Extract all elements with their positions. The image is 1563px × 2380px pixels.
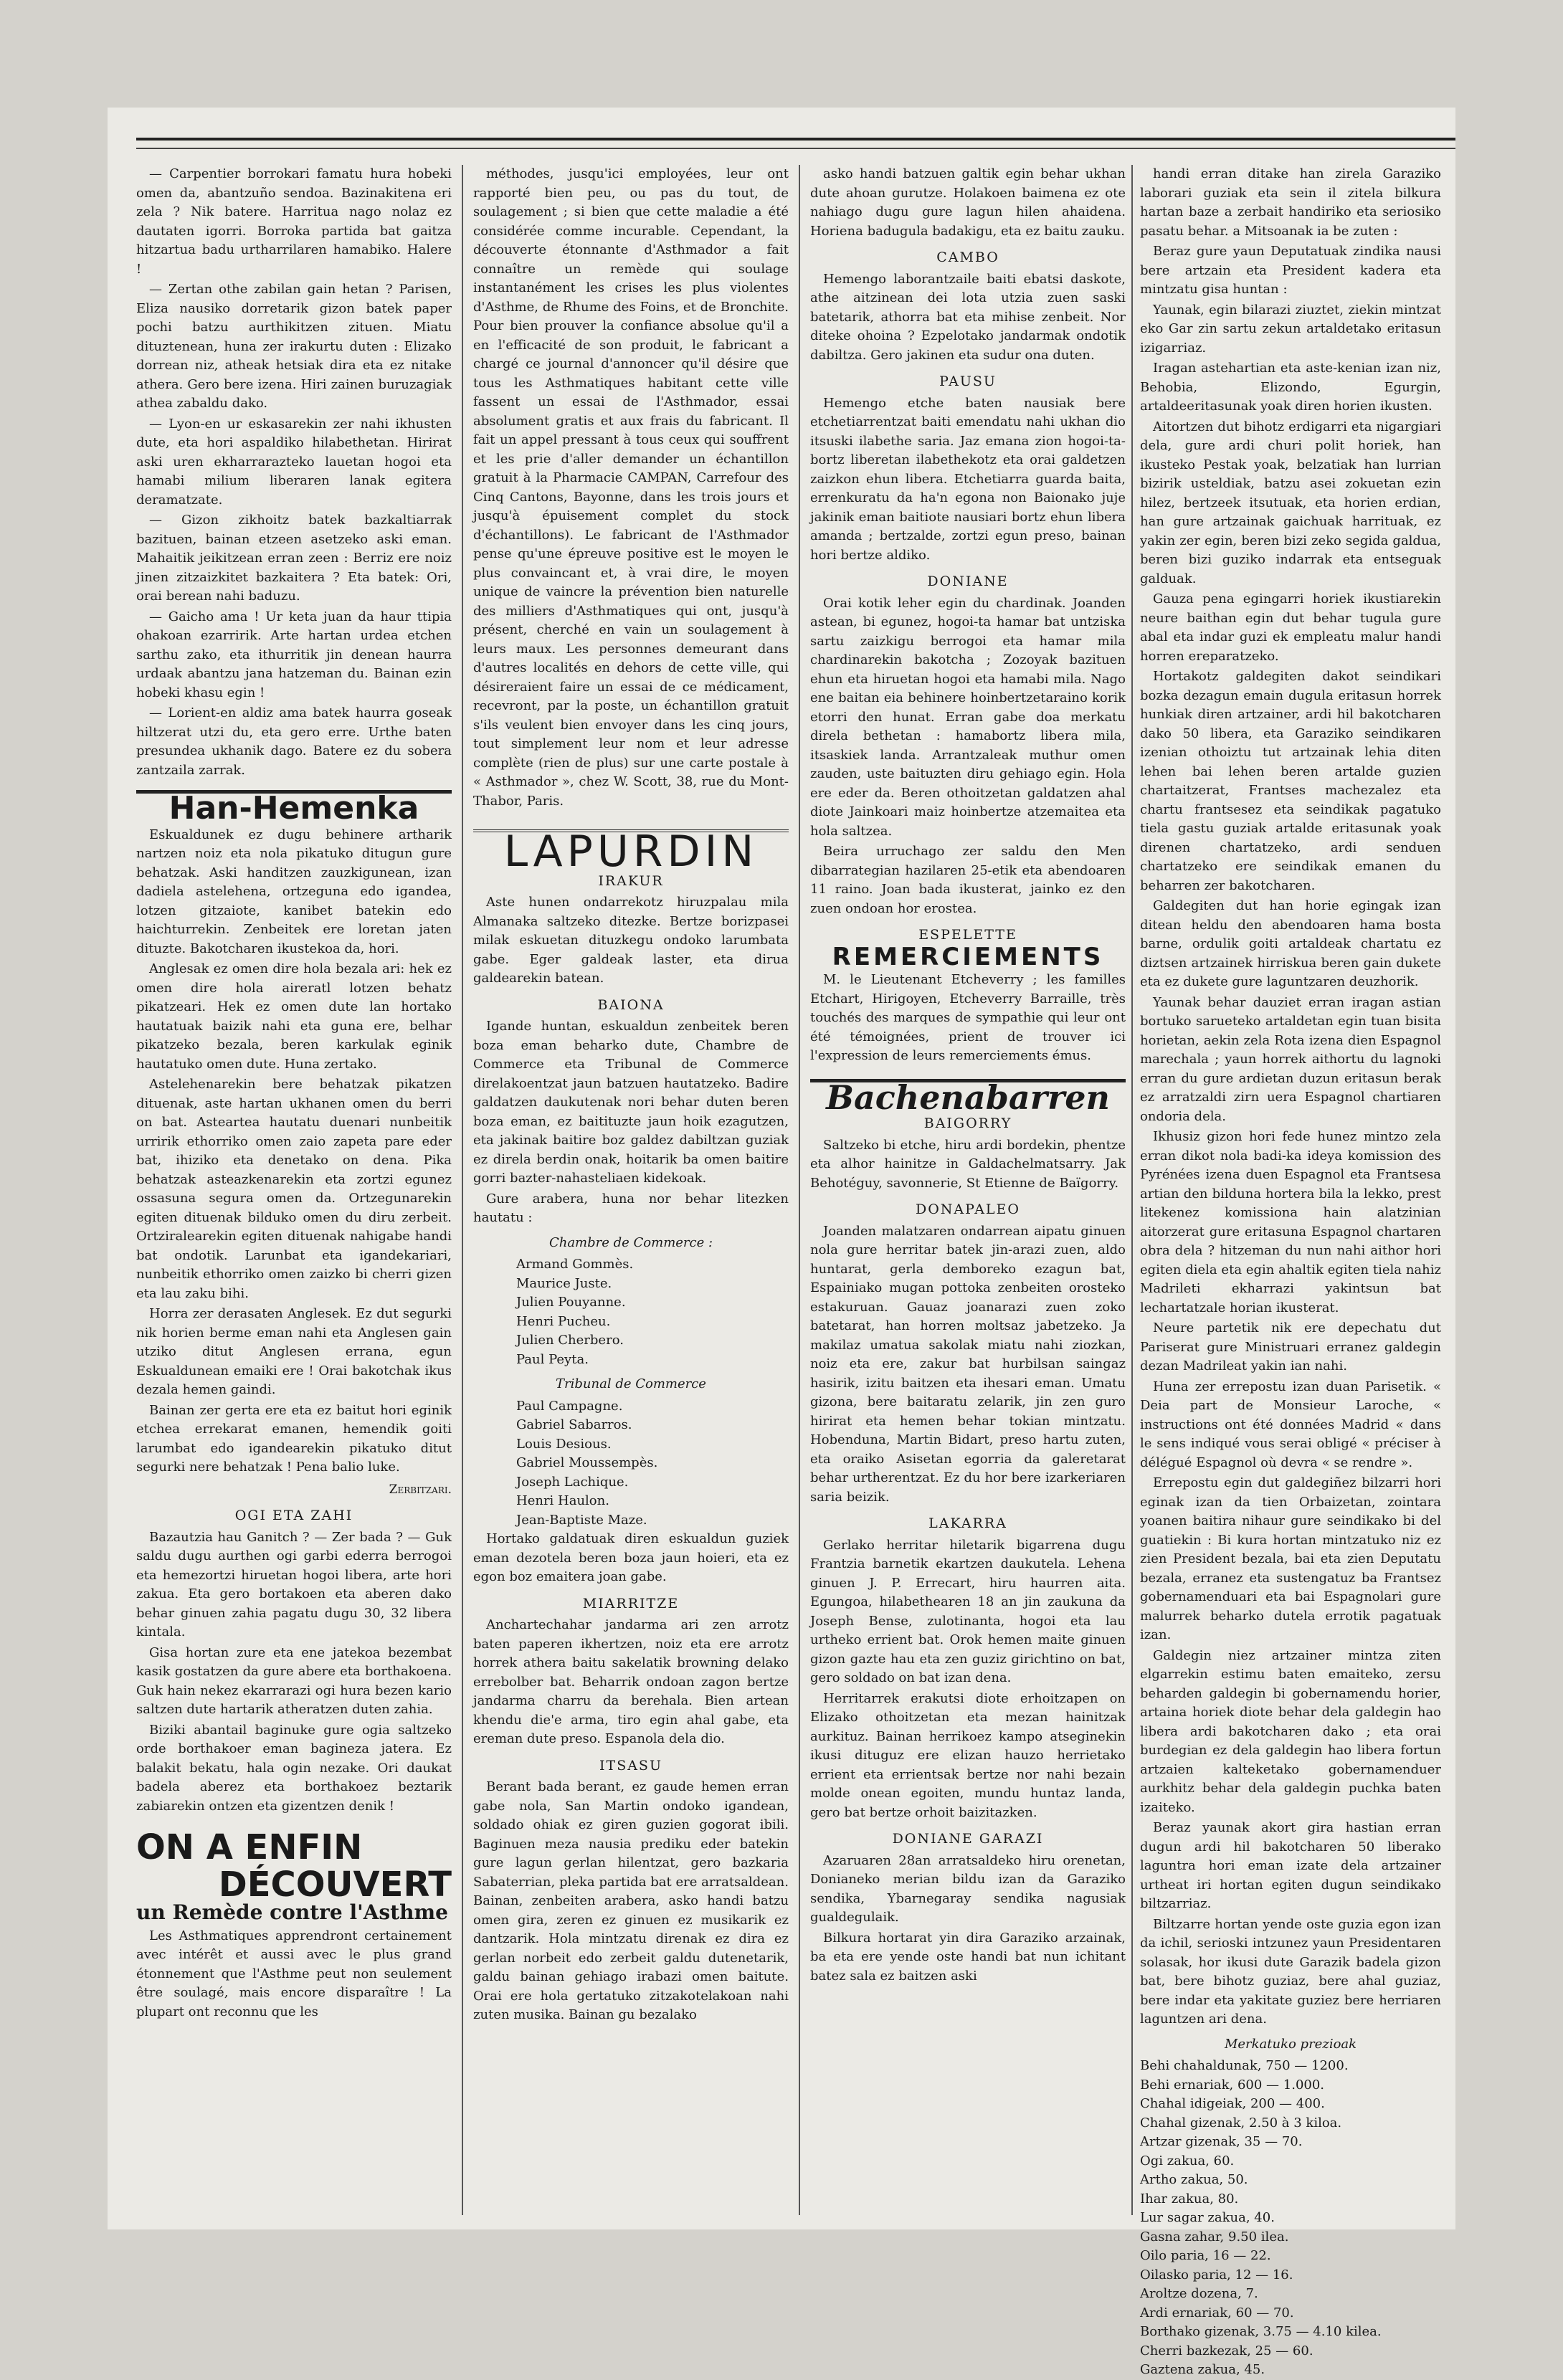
paragraph: — Gizon zikhoitz batek bazkaltiarrak bazituen, bainan etzeen asetzeko aski eman. Mahaitik jeikitzean erran zeen : Berriz ere noiz jinen zitzaizkitet bazkaitera ? Eta batek: Ori, orai berean nahi baduzu.	[136, 513, 452, 604]
paragraph: Berant bada berant, ez gaude hemen erran gabe nola, San Martin ondoko igandean, soldado ohiak ez giren guzien gogorat ibili. Baginuen meza nausia prediku eder batekin gure lagun gerlan hilentzat, gero bazkaria Sabaterrian, pleka partida bat ere arratsaldean. Bainan, zenbeiten arabera, asko handi batzu omen gira, zeren ez ginuen ez musikarik ez dantzarik. Hola mintzatu direnak ez dira ez gerlan norbeit edo zerbeit galdu dutenetarik, galdu bainan gehiago irabazi omen baitute. Orai ere hola gertatuko zitzakotelakoan nahi zuten musika. Bainan gu bezalako	[473, 1779, 789, 2022]
price-row: Oilo paria, 16 — 22.	[1140, 2248, 1271, 2263]
price-row: Borthako gizenak, 3.75 — 4.10 kilea.	[1140, 2324, 1382, 2339]
paragraph: Neure partetik nik ere depechatu dut Pariserat gure Ministruari erranez galdegin dezan Madrileat yakin ian nahi.	[1140, 1320, 1441, 1374]
paragraph: Galdegin niez artzainer mintza ziten elgarrekin estimu baten emaiteko, zersu beharden galdegin bi gobernamendu horier, artaina horiek diote behar dela galdegin hao libera ardi bakotcharen dako ; eta orai burdegian ez dela galdegin hao libera fortun artzaien kalteketako gobernamenduer aurkhitz behar dela galdegin puchka baten izaiteko.	[1140, 1647, 1441, 1815]
column-2	[473, 165, 789, 2215]
price-row: Artho zakua, 50.	[1140, 2172, 1248, 2187]
list-heading: Tribunal de Commerce	[556, 1376, 706, 1391]
paragraph: Aitortzen dut bihotz erdigarri eta nigargiari dela, gure ardi churi polit horiek, han ikusteko Pestak yoak, belzatiak han lurrian bizirik usteldiak, batzu asei zokuetan ezin hilez, bertzeek itsutuak, eta horien erdian, han gure artzainak gaichuak harrituak, ez yakin zer egin, beren bizi zeko segida galdua, beren bizi guziko indarrak eta entseguak galduak.	[1140, 419, 1441, 586]
price-row: Cherri bazkezak, 25 — 60.	[1140, 2343, 1313, 2358]
price-row: Oilasko paria, 12 — 16.	[1140, 2267, 1293, 2283]
article-heading: LAKARRA	[928, 1515, 1007, 1531]
list-item: Gabriel Sabarros.	[516, 1417, 632, 1432]
price-list	[1140, 2057, 1441, 2380]
paragraph: — Lorient-en aldiz ama batek haurra goseak hiltzerat utzi du, eta gero erre. Urthe baten presundea ukhanik dago. Batere ez du sobera zantzaila zarrak.	[136, 705, 452, 778]
paragraph: Gisa hortan zure eta ene jatekoa bezembat kasik gostatzen da gure abere eta borthakoena. Guk hain nekez ekarrarazi ogi hura bezen kario saltzen dute hartarik atheratzen duten zahia.	[136, 1644, 452, 1717]
column-1	[136, 165, 452, 2215]
price-row: Ogi zakua, 60.	[1140, 2153, 1235, 2169]
paragraph: asko handi batzuen galtik egin behar ukhan dute ahoan gurutze. Holakoen baimena ez ote nahiago dugu gure lagun hilen ahaidena. Horiena badugula badakigu, eta ez baitu zauku.	[810, 166, 1126, 239]
paragraph: Beraz gure yaun Deputatuak zindika nausi bere artzain eta President kadera eta mintzatu gisa huntan :	[1140, 244, 1441, 297]
column-divider	[1131, 165, 1133, 2215]
price-row: Aroltze dozena, 7.	[1140, 2286, 1258, 2301]
price-row: Lur sagar zakua, 40.	[1140, 2210, 1275, 2225]
paragraph: Beraz yaunak akort gira hastian erran dugun ardi hil bakotcharen 50 liberako laguntra hori eman izate dela artzainer urtheat iri hortan egiten dugun seindikako biltzarriaz.	[1140, 1820, 1441, 1911]
paragraph: Joanden malatzaren ondarrean aipatu ginuen nola gure herritar batek jin-arazi zuen, aldo huntarat, gerla demboreko ezagun bat, Espainiako mugan pottoka zenbeiten orosteko estakuruan. Gauaz joanarazi zuen zoko batetarat, han horren moltsaz jabetzeko. Ja makilaz umatua sakolak miatu nahi ziozkan, noiz eta ere, zakur bat hurbilsan saingaz hasirik, izitu baitzen eta ihesari eman. Umatu gizona, bere baitaratu zelarik, jin zen guro hirirat eta hemen behar tokian mintzatu. Hobenduna, Martin Bidart, preso hartu zuten, eta oraiko Asisetan egorria da galeretarat behar urtherentzat. Ez du hor bere izarkeriaren saria beizik.	[810, 1223, 1126, 1505]
column-3	[810, 165, 1126, 2215]
paragraph: Eskualdunek ez dugu behinere artharik nartzen noiz eta nola pikatuko ditugun gure behatzak. Aski handitzen zauzkigunean, izan dadiela astelehena, ortzeguna edo igandea, lotzen gitzaiote, kanibet batekin edo haichturrekin. Zenbeitek ere loretan jaten dituzte. Bakotcharen ikustekoa da, hori.	[136, 827, 452, 956]
list-item: Henri Pucheu.	[516, 1313, 611, 1329]
paragraph: Hortakotz galdegiten dakot seindikari bozka dezagun emain dugula eritasun horrek hunkiak diren artzainer, ardi hil bakotcharen dako 50 libera, eta Garaziko seindikaren izenian othoiztu tut artzainak lehia diten lehen bai lehen beren artalde guzien chartaitzerat, Frantses machezalez eta chartu frantsesez eta seindikak pagatuko tiela gastu guziak artalde eritasunak yoak direnen chartatzeko, ardi senduen chartatzeko ere seindikak emanen du beharren zer bakotcharen.	[1140, 669, 1441, 893]
price-row: Gaztena zakua, 45.	[1140, 2362, 1265, 2377]
price-row: Ardi ernariak, 60 — 70.	[1140, 2305, 1294, 2320]
paragraph: — Zertan othe zabilan gain hetan ? Parisen, Eliza nausiko dorretarik gizon batek paper pochi batzu aurthikitzen zituen. Miatu dituztenean, huna zer irakurtu duten : Elizako dorrean niz, atheak hetsiak dira eta ez nitake athera. Gero bere izena. Hiri zainen buruzagiak athea zabaldu dako.	[136, 282, 452, 411]
paragraph: Gauza pena egingarri horiek ikustiarekin neure baithan egin dut behar tugula gure abal eta indar guzi ek empleatu malur handi horren ereparatzeko.	[1140, 591, 1441, 664]
list-item: Joseph Lachique.	[516, 1474, 629, 1490]
remerciements-heading: REMERCIEMENTS	[832, 942, 1104, 971]
ad-subheadline: un Remède contre l'Asthme	[136, 1900, 448, 1924]
paragraph: Hemengo etche baten nausiak bere etchetiarrentzat baiti emendatu nahi ukhan dio itsuski ilabethe saria. Jaz emana zion hogoi-ta-bortz liberetan ilabethekotz eta orai galdetzen zaizkon ehun libera. Etchetiarra guarda baita, errenkuratu da ha'n egona non Baionako juje jakinik eman baitiote nausiari bortz ehun libera amanda ; bertzalde, zortzi egun preso, bainan hori bertze aldiko.	[810, 395, 1126, 563]
paragraph: Orai kotik leher egin du chardinak. Joanden astean, bi egunez, hogoi-ta hamar bat untziska sartu zaizkigu berrogoi eta hamar mila chardinarekin bakotcha ; Zozoyak bazituen ehun eta hiruetan hogoi eta hamabi mila. Nago ene baitan eia behinere hoinbertzetaraino korik etorri den hunat. Erran gabe doa merkatu direla bethetan : hamabortz libera mila, itsaskiek landa. Arrantzaleak muthur omen zauden, uste baituzten diru gehiago egin. Hola ere eder da. Beren othoitzetan galdatzen ahal diote Jainkoari maiz hoinbertze atzemaitea eta hola saltzea.	[810, 595, 1126, 839]
paragraph: Biltzarre hortan yende oste guzia egon izan da ichil, serioski intzunez yaun Presidentaren solasak, hor ikusi dute Garazik badela gizon bat, bere bihotz guziaz, bere ahal guziaz, bere indar eta yakitate guziez bere herriaren laguntzen ari dena.	[1140, 1916, 1441, 2027]
paragraph: Iragan astehartian eta aste-kenian izan niz, Behobia, Elizondo, Egurgin, artaldeeritasunak yoak diren horien ikusten.	[1140, 361, 1441, 414]
price-row: Behi chahaldunak, 750 — 1200.	[1140, 2058, 1349, 2073]
list-item: Maurice Juste.	[516, 1275, 612, 1291]
paragraph: Bilkura hortarat yin dira Garaziko arzainak, ba eta ere yende oste handi bat nun ichitant batez sala ez baitzen aski	[810, 1930, 1126, 1984]
list-item: Julien Cherbero.	[516, 1333, 624, 1348]
signature: Zerbitzari.	[389, 1482, 452, 1497]
column-divider	[462, 165, 463, 2215]
list-item: Jean-Baptiste Maze.	[516, 1512, 647, 1528]
paragraph: Igande huntan, eskualdun zenbeitek beren boza eman beharko dute, Chambre de Commerce eta Tribunal de Commerce direlakoentzat jaun batzuen hautatzeko. Badire galdatzen daukutenak nori behar duten beren boza eman, ez baitituzte jaun hoik ezagutzen, eta jakinak baitire boz galdez dabiltzan guziak ez direla berdin onak, hoitarik ba omen baitire gorri bazter-nahasteliaen kidekoak.	[473, 1019, 789, 1186]
paragraph: Yaunak, egin bilarazi ziuztet, ziekin mintzat eko Gar zin sartu zekun artaldetako eritasun izigarriaz.	[1140, 302, 1441, 356]
paragraph: Galdegiten dut han horie egingak izan ditean heldu den abendoaren hama bosta barne, ordulik goiti artaldeak chartatu ez diztsen artzainek hirriskua beren gain dukete eta ez dukete gure laguntzaren deuzhorik.	[1140, 898, 1441, 989]
list-item: Henri Haulon.	[516, 1493, 609, 1508]
list-item: Julien Pouyanne.	[516, 1295, 626, 1310]
article-heading: IRAKUR	[598, 872, 664, 889]
paragraph: Hemengo laborantzaile baiti ebatsi daskote, athe aitzinean dei lota utzia zuen saski batetarik, athorra bat eta mihise zenbeit. Nor ditekе ohoina ? Ezpelotako jandarmak ondotik dabiltza. Gero jakinen eta sudur ona duten.	[810, 271, 1126, 363]
paragraph: Azaruaren 28an arratsaldeko hiru orenetan, Donianeko merian bildu izan da Garaziko sendika, Ybarnegaray sendika nagusiak gualdegulaik.	[810, 1852, 1126, 1925]
article-heading: OGI ETA ZAHI	[234, 1508, 353, 1523]
paragraph: Bainan zer gerta ere eta ez baitut hori eginik etchea errekarat emanen, hemendik goiti larumbat edo igandearekin pikatuko ditut segurki nere behatzak ! Pena balio luke.	[136, 1402, 452, 1475]
article-heading: BAIGORRY	[923, 1115, 1012, 1131]
ad-text: Les Asthmatiques apprendront certainement avec intérêt et aussi avec le plus grand étonnement que l'Asthme peut non seulement être soulagé, mais encore disparaître ! La plupart ont reconnu que les	[136, 1928, 452, 2019]
paragraph: Beira urruchago zer saldu den Men dibarrategian hazilaren 25-etik eta abendoaren 11 raino. Joan bada ikusterat, jainko ez den zuen ondoan hor erostea.	[810, 844, 1126, 916]
paragraph: — Gaicho ama ! Ur keta juan da haur ttipia ohakoan ezarririk. Arte hartan urdea etchen sarthu zako, eta ithurritik jin denean haurra urdaak abantzu jana hatzeman du. Bainan ezin hobeki khasu egin !	[136, 609, 452, 700]
article-heading: DONIANE GARAZI	[892, 1831, 1044, 1847]
paragraph: Anchartechahar jandarma ari zen arrotz baten paperen ikhertzen, noiz eta ere arrotz horrek athera baitu sakelatik browning delako errebolber bat. Beharrik ondoan zagon bertze jandarma charru da berehala. Bien artean khendu die'e arma, tiro egin ahal gabe, eta ereman dute preso. Espanola dela dio.	[473, 1617, 789, 1746]
list-item: Louis Desious.	[516, 1436, 612, 1452]
newspaper-page	[108, 108, 1455, 2377]
paragraph: Saltzeko bi etche, hiru ardi bordekin, phentze eta alhor hainitze in Galdachelmatsarry. Jak Behotéguy, savonnerie, St Etienne de Baïgorry.	[810, 1137, 1126, 1191]
paragraph: Errepostu egin dut galdegiñez bilzarri hori eginak izan da tien Orbaizetan, zointara yoanen baitira nihaur gure seindikako bi del guatiekin : Bi kura hortan mintzatuko niz ez zien President bezala, bai eta zien Deputatu bezala, erranez eta sustengatuz ba Frantsez gobernamenduari eta bai Espagnolari gure malurrek beharko dutela errotik pagatuak izan.	[1140, 1475, 1441, 1642]
list-item: Paul Peyta.	[516, 1351, 589, 1367]
section-title-han-hemenka: Han-Hemenka	[136, 790, 452, 819]
paragraph: Ikhusiz gizon hori fede hunez mintzo zela erran dikot nola badi-ka ideya komission des Pyrénées izena duen Espagnol eta Frantsesa artian den bilduna hortera bila la lekko, prest litekenez komissiona hain alatzinian aitorzerat gure eritasuna Espagnol chartaren obra dela ? hitzeman du nun nahi aithor hori egiten diela eta egin ahaltik egiten tiela nahiz Madrileti ekharrazi yakintsun bat lechartatzale horian ikusterat.	[1140, 1129, 1441, 1315]
paragraph: Yaunak behar dauziet erran iragan astian bortuko sarueteko artaldetan egin tuan bisita horietan, aekin zela Rota izena dien Espagnol marechala ; yaun horrek aithortu du lagnoki erran du gure ardietan duzun eritasun berak ez arratzaldi zirn uera Espagnol chartiaren ondoria dela.	[1140, 994, 1441, 1124]
paragraph: Hortako galdatuak diren eskualdun guziek eman dezotela beren boza jaun hoieri, eta ez egon boz emaitera joan gabe.	[473, 1531, 789, 1584]
paragraph: Bazautzia hau Ganitch ? — Zer bada ? — Guk saldu dugu aurthen ogi garbi ederra berrogoi eta hemezortzi hiruetan hogoi libera, arte hori zakua. Eta gero bortakoen eta aberen dako behar ginuen zahia pagatu dugu 30, 32 libera kintala.	[136, 1529, 452, 1639]
article-heading: MIARRITZE	[582, 1595, 680, 1612]
price-row: Ihar zakua, 80.	[1140, 2191, 1239, 2207]
paragraph: handi erran ditake han zirela Garaziko laborari guziak eta sein il zitela bilkura hartan baze a zerbait handiriko eta seriosiko pasatu behar. a Mitsoanak ia be zuten :	[1140, 166, 1441, 239]
list-item: Gabriel Moussempès.	[516, 1455, 658, 1470]
paragraph: — Carpentier borrokari famatu hura hobeki omen da, abantzuño sendoa. Bazinakitena eri zela ? Nik batere. Harritua nago nolaz ez dautaten igorri. Borroka partida bat gaitza hitzartua badu urtharrilaren hamabiko. Halere !	[136, 166, 452, 277]
paragraph: Biziki abantail baginuke gure ogia saltzeko orde borthakoer eman bagineza jatera. Ez balakit bekatu, hala ogin nezake. Ori daukat badela aberez eta borthakoez beztarik zabiarekin ontzen eta gizentzen denik !	[136, 1722, 452, 1814]
paragraph: Astelehenarekin bere behatzak pikatzen dituenak, aste hartan ukhanen omen du berri on bat. Astearteа hautatu duenari nunbeitik urririk ethorriko omen zaio zapeta pare eder bat, ihiziko eta denetako on dena. Pika behatzak asteazkenarekin eta zortzi egunez ossasuna segura omen da. Ortzegunarekin egiten dituenak bilduko omen du diru zerbeit. Ortziralearekin egiten dituenak nahigabe handi bat ondotik. Larunbat eta igandekariari, nunbeitik ethorriko omen zaizko bi cherri gizen eta lau zaku bihi.	[136, 1077, 452, 1301]
paragraph: Anglesak ez omen dire hola bezala ari: hek ez omen dire hola aireratl lotzen behatz pikatzeari. Hek ez omen dute lan hortako hautatuak baizik nahi eta guna ere, belhar pikatzeko bezala, beren karkulak eginik hautatuko omen dute. Huna zertako.	[136, 961, 452, 1072]
price-row: Behi ernariak, 600 — 1.000.	[1140, 2077, 1325, 2093]
paragraph: Aste hunen ondarrekotz hiruzpalau mila Almanaka saltzeko ditezke. Bertze borizpasei milak eskuetan dituzkegu ondoko larumbata gabe. Eger galdeak laster, eta dirua galdearekin batean.	[473, 895, 789, 986]
article-heading: DONAPALEO	[916, 1201, 1020, 1217]
ad-headline-1: ON A ENFIN	[136, 1827, 363, 1867]
list-heading: Chambre de Commerce :	[548, 1234, 713, 1250]
paragraph: — Lyon-en ur eskasarekin zer nahi ikhusten dute, eta hori aspaldiko hilabethetan. Hirirat aski uren ekharrarazteko lauetan hogoi eta hamabi milium liberaren lanak egitera deramatzate.	[136, 416, 452, 508]
paragraph: Huna zer errepostu izan duan Parisetik. « Deia part de Monsieur Laroche, « instructions ont été données Madrid « dans le sens indiqué vous serai obligé « préciser à délégué Espagnol où devra « se rendre ».	[1140, 1379, 1441, 1470]
column-4	[1140, 165, 1441, 2377]
ad-text-continued: méthodes, jusqu'ici employées, leur ont rapporté bien peu, ou pas du tout, de soulagement ; si bien que cette maladie a été considérée comme incurable. Cependant, la découverte étonnante d'Asthmador a fait connaître un remède qui soulage instantanément les crises les plus violentes d'Asthme, de Rhume des Foins, et de Bronchite. Pour bien prouver la confiance absolue qu'il a en l'efficacité de son produit, le fabricant a chargé ce journal d'annoncer qu'il désire que tous les Asthmatiques habitant cette ville fassent un essai de l'Asthmador, essai absolument gratis et aux frais du fabricant. Il fait un appel pressant à tous ceux qui souffrent et les prie d'aller demander un échantillon gratuit à la Pharmacie CAMPAN, Carrefour des Cinq Cantons, Bayonne, dans les trois jours et jusqu'à épuisement complet du stock d'échantillons). Le fabricant de l'Asthmador pense qu'une épreuve positive est le moyen le plus convaincant et, à vrai dire, le moyen unique de vaincre la prévention bien naturelle des milliers d'Asthmatiques qui ont, jusqu'à présent, cherché en vain un soulagement à leurs maux. Les personnes demeurant dans d'autres localités en dehors de cette ville, qui désireraient faire un essai de ce médicament, recevront, par la poste, un échantillon gratuit s'ils veulent bien envoyer dans les cinq jours, tout simplement leur nom et leur adresse complète (rien de plus) sur une carte postale à « Asthmador », chez W. Scott, 38, rue du Mont-Thabor, Paris.	[473, 166, 789, 809]
price-row: Chahal idigeiak, 200 — 400.	[1140, 2096, 1325, 2111]
article-heading: DONIANE	[927, 573, 1009, 589]
price-row: Artzar gizenak, 35 — 70.	[1140, 2134, 1303, 2149]
section-title-lapurdin: LAPURDIN	[473, 829, 789, 862]
paragraph: Herritarrek erakutsi diote erhoitzapen on Elizako othoitzetan eta mezan hainitzak aurkituz. Bainan herrikoez kampo atseginekin ikusi dituguz ere elizan hauzo herrietako errient eta errientsak bertze nor nahi bezain molde onean egoiten, mundu huntaz landa, gero bat bertze orhoit baizitazken.	[810, 1690, 1126, 1820]
paragraph: M. le Lieutenant Etcheverry ; les familles Etchart, Hirigoyen, Etcheverry Barraille, très touchés des marques de sympathie qui leur ont été témoignées, prient de trouver ici l'expression de leurs remerciements émus.	[810, 972, 1126, 1063]
paragraph: Gure arabera, huna nor behar litezken hautatu :	[473, 1191, 789, 1225]
price-row: Chahal gizenak, 2.50 à 3 kiloa.	[1140, 2115, 1342, 2131]
list-item: Paul Campagne.	[516, 1398, 623, 1414]
article-heading: CAMBO	[936, 249, 999, 265]
column-divider	[799, 165, 800, 2215]
list-item: Armand Gommès.	[516, 1257, 634, 1272]
article-heading: ESPELETTE	[918, 927, 1017, 943]
price-row: Gasna zahar, 9.50 ilea.	[1140, 2229, 1289, 2245]
paragraph: Horra zer derasaten Anglesek. Ez dut segurki nik horien berme eman nahi eta Anglesen gain utziko ditut Anglesen errana, egun Eskualdunean emaiki ere ! Orai bakotchak ikus dezala hemen gaindi.	[136, 1306, 452, 1397]
paragraph: Gerlako herritar hiletarik bigarrena dugu Frantzia barnetik ekartzen daukutela. Lehena ginuen J. P. Errecart, hiru haurren aita. Egungoa, hilabethearen 18 an jin zaukuna da Joseph Bense, zulotinanta, hogoi eta lau urtheko errient bat. Orok hemen maite ginuen gizon gazte hau eta zen guziz girichtino on bat, gero soldado on bat izan dena.	[810, 1537, 1126, 1685]
prices-heading: Merkatuko prezioak	[1224, 2036, 1357, 2052]
article-heading: ITSASU	[599, 1757, 662, 1774]
ad-headline-2: DÉCOUVERT	[218, 1865, 452, 1905]
section-title-bachenabarren: Bachenabarren	[810, 1079, 1126, 1108]
header-rule	[136, 138, 1455, 149]
article-heading: PAUSU	[939, 373, 997, 389]
article-heading: BAIONA	[597, 996, 665, 1013]
